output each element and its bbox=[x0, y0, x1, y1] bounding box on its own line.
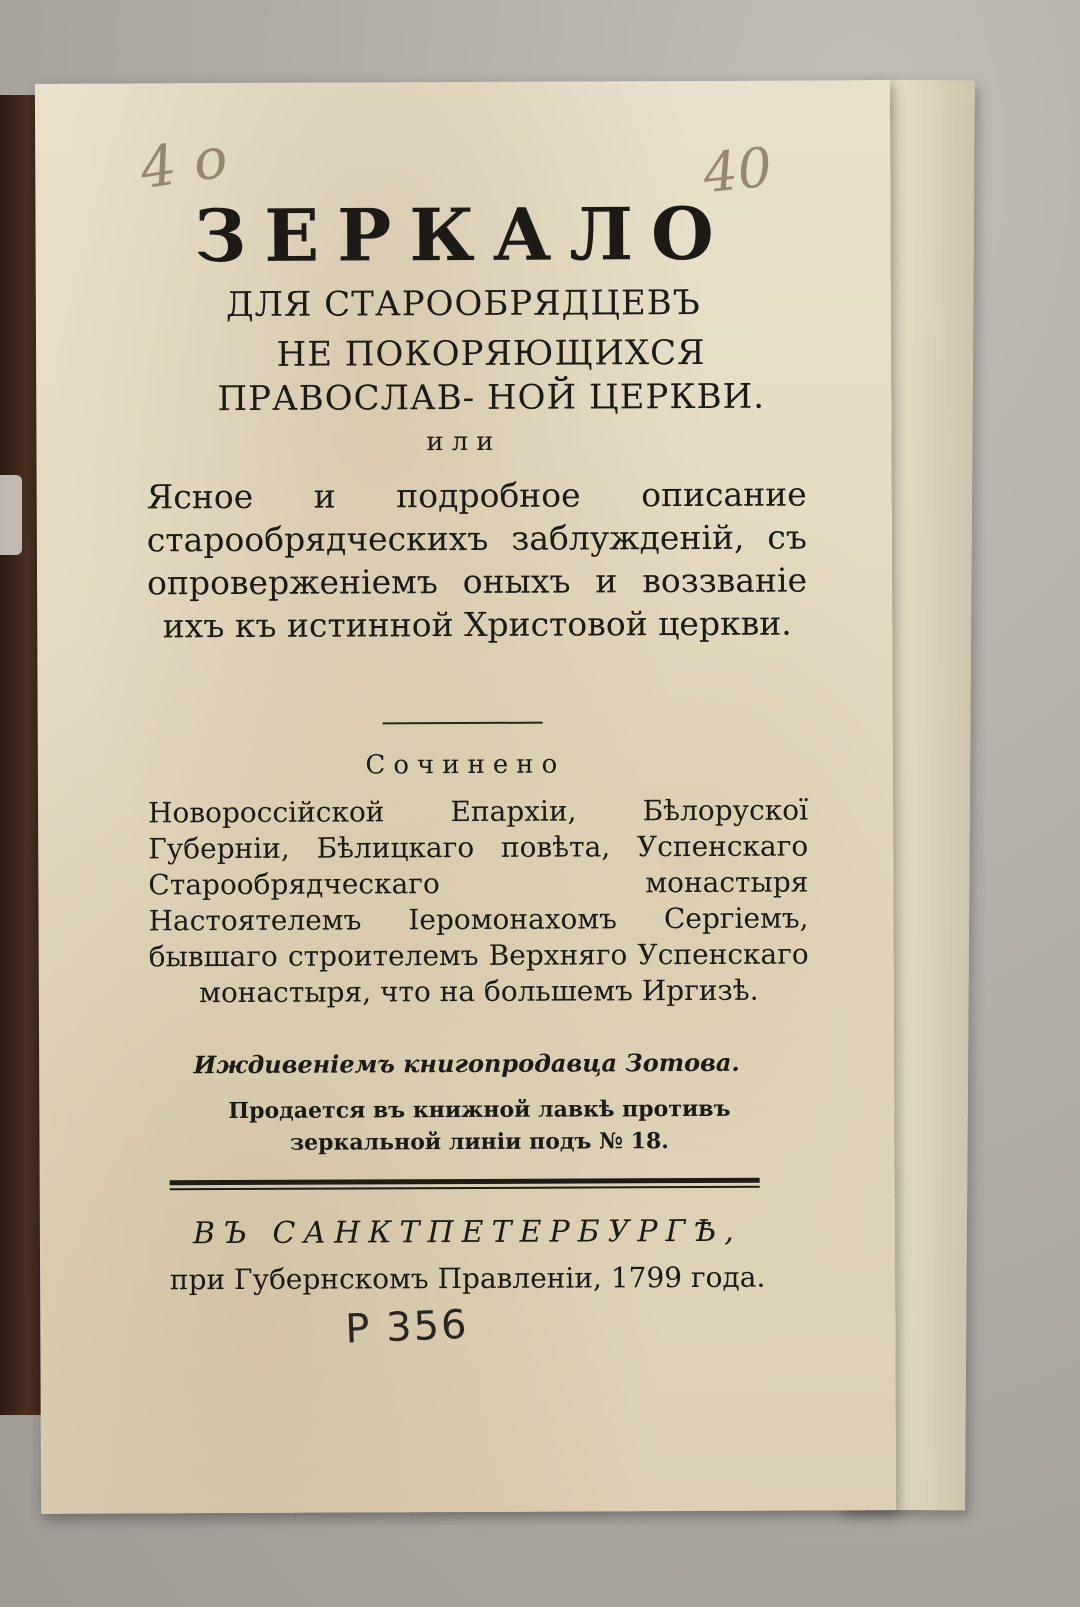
publisher-expense: Иждивеніемъ книгопродавца Зотова. bbox=[193, 1047, 740, 1080]
composed-label: Сочинено bbox=[365, 749, 566, 781]
shelfmark-stamp: P 356 bbox=[344, 1301, 470, 1353]
handwritten-mark-left: 4 o bbox=[136, 125, 232, 203]
short-rule bbox=[383, 722, 543, 725]
author-statement: Новороссійской Епархіи, Бѣлорускої Губерніи, Бѣлицкаго повѣта, Успенскаго Старообрядческаго монастыря Настоятелемъ Іеромонахомъ Сергіемъ, бывшаго строителемъ Верхняго Успенскаго монастыря, что на большемъ Иргизѣ. bbox=[147, 793, 809, 1010]
press-imprint: при Губернскомъ Правленіи, 1799 года. bbox=[169, 1260, 766, 1297]
city-imprint: ВЪ САНКТПЕТЕРБУРГѢ, bbox=[192, 1213, 742, 1252]
book-title: ЗЕРКАЛО bbox=[194, 190, 732, 279]
double-rule bbox=[170, 1178, 760, 1191]
subtitle-line-1: ДЛЯ СТАРООБРЯДЦЕВЪ bbox=[225, 282, 701, 326]
or-separator: или bbox=[426, 426, 502, 458]
description: Ясное и подробное описание старообрядческихъ заблужденій, съ опроверженіемъ оныхъ и воззваніе ихъ къ истинной Христовой церкви. bbox=[146, 474, 808, 646]
handwritten-mark-right: 40 bbox=[700, 135, 776, 206]
sale-location: Продается въ книжной лавкѣ противъ зеркальной линіи подъ № 18. bbox=[228, 1095, 731, 1156]
title-page bbox=[35, 80, 896, 1514]
subtitle-line-2: НЕ ПОКОРЯЮЩИХСЯ ПРАВОСЛАВ- НОЙ ЦЕРКВИ. bbox=[217, 332, 766, 420]
binding-tab bbox=[0, 475, 22, 555]
